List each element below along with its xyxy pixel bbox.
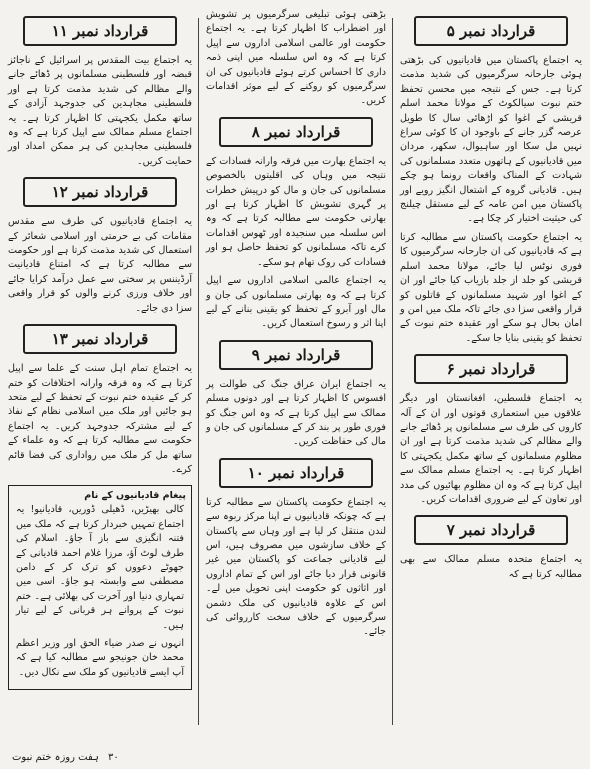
resolution-heading-9: قرارداد نمبر ۹	[219, 340, 373, 370]
resolution-text: یہ اجتماع عالمی اسلامی اداروں سے اپیل کرتا ہے کہ وہ بھارتی مسلمانوں کی جان و مال اور آبرو کے تحفظ کو یقینی بنانے کے لیے اپنا اثر و رسوخ استعمال کریں۔	[206, 275, 386, 330]
column-left	[6, 8, 194, 690]
resolution-text: یہ اجتماع پاکستان میں قادیانیوں کی بڑھتی ہوئی جارحانہ سرگرمیوں کی شدید مذمت کرتا ہے۔ جس کے نتیجہ میں محسن تحفظ ختم نبوت سیالکوٹ کے مولانا محمد اسلم قریشی کے اغوا کو اڑھائی سال کا طویل عرصہ گزر جانے کے باوجود ان کا کوئی سراغ نہیں مل سکا اور ساہیوال، سکھر، مردان میں قادیانیوں کے ہاتھوں متعدد مسلمانوں کی شہادت کے المناک واقعات رونما ہو چکے ہیں۔ قادیانی گروہ کے اشتعال انگیز رویے اور پاکستان میں امن عامہ کے لیے مستقل چیلنج کی حیثیت اختیار کر چکا ہے۔	[400, 55, 582, 225]
resolution-heading-11: قرارداد نمبر ۱۱	[23, 16, 177, 46]
resolution-heading-10: قرارداد نمبر ۱۰	[219, 458, 373, 488]
resolution-heading-7: قرارداد نمبر ۷	[414, 515, 568, 545]
column-middle	[204, 8, 388, 644]
resolution-text: یہ اجتماع فلسطین، افغانستان اور دیگر علاقوں میں استعماری قوتوں اور ان کے آلہ کاروں کی طرف سے مسلمانوں پر ڈھائے جانے والے مظالم کی شدید مذمت کرتا ہے اور ان مظلوم مسلمانوں کے ساتھ مکمل یکجہتی کا اظہار کرتا ہے۔ یہ اجتماع مسلم ممالک سے اپیل کرتا ہے کہ وہ ان مظلوم بھائیوں کی مدد اور تعاون کے لیے ضروری اقدامات کریں۔	[400, 393, 582, 505]
publication-name: ہفت روزہ ختم نبوت	[12, 752, 99, 763]
resolution-text: یہ اجتماع بھارت میں فرقہ وارانہ فسادات کے نتیجہ میں وہاں کی اقلیتوں بالخصوص مسلمانوں کی جان و مال کو درپیش خطرات پر گہری تشویش کا اظہار کرتا ہے اور بھارتی حکومت سے مطالبہ کرتا ہے کہ وہ اس سلسلہ میں سنجیدہ اور ٹھوس اقدامات کرے تاکہ مسلمانوں کو تحفظ حاصل ہو اور فسادات کی روک تھام ہو سکے۔	[206, 155, 386, 268]
message-box	[8, 485, 192, 690]
resolution-text: یہ اجتماع حکومت پاکستان سے مطالبہ کرتا ہے کہ قادیانیوں کی ان جارحانہ سرگرمیوں کا فوری نوٹس لیا جائے، مولانا محمد اسلم قریشی کو جلد از جلد بازیاب کیا جائے اور ان کے اغوا اور شہید مسلمانوں کے قاتلوں کو قرار واقعی سزا دی جائے تاکہ ملک میں امن و امان بحال ہو سکے اور عقیدہ ختم نبوت کے تحفظ کو یقینی بنایا جا سکے۔	[400, 231, 582, 344]
page-number: ۳۰	[108, 752, 119, 763]
resolution-text: یہ اجتماع بیت المقدس پر اسرائیل کے ناجائز قبضہ اور فلسطینی مسلمانوں پر ڈھائے جانے والے مظالم کی شدید مذمت کرتا ہے اور فلسطینی مجاہدین کی جدوجہد آزادی کے ساتھ مکمل یکجہتی کا اظہار کرتا ہے۔ یہ اجتماع مسلم ممالک سے اپیل کرتا ہے کہ وہ فلسطینی مجاہدین کی ہر ممکن امداد اور حمایت کریں۔	[8, 55, 192, 167]
page-footer	[6, 752, 119, 763]
resolution-text: یہ اجتماع ایران عراق جنگ کی طوالت پر افسوس کا اظہار کرتا ہے اور دونوں مسلم ممالک سے اپیل کرتا ہے کہ وہ اس جنگ کو فوری طور پر بند کر کے مسلمانوں کی جان و مال کی حفاظت کریں۔	[206, 378, 386, 448]
column-divider	[198, 18, 199, 725]
resolution-heading-12: قرارداد نمبر ۱۲	[23, 177, 177, 207]
resolution-text: بڑھتی ہوئی تبلیغی سرگرمیوں پر تشویش اور اضطراب کا اظہار کرتا ہے۔ یہ اجتماع حکومت اور عالمی اسلامی اداروں سے اپیل کرتا ہے کہ وہ اس سلسلہ میں اپنی ذمہ داری کا احساس کرتے ہوئے قادیانیوں کی ان سرگرمیوں کو روکنے کے لیے موثر اقدامات کریں۔	[206, 9, 386, 107]
message-text: انہوں نے صدر ضیاء الحق اور وزیر اعظم محمد خان جونیجو سے مطالبہ کیا ہے کہ آپ ایسے قادیانیوں کو ملک سے نکال دیں۔	[16, 638, 184, 678]
resolution-text: یہ اجتماع متحدہ مسلم ممالک سے بھی مطالبہ کرتا ہے کہ	[400, 554, 582, 580]
resolution-heading-13: قرارداد نمبر ۱۳	[23, 324, 177, 354]
message-box-title: پیغام قادیانیوں کے نام	[84, 490, 186, 502]
resolution-heading-8: قرارداد نمبر ۸	[219, 117, 373, 147]
resolution-heading-6: قرارداد نمبر ۶	[414, 354, 568, 384]
message-text: کالی بھیڑیں، ڈھیلی ڈوریں، قادیانیو! یہ اجتماع تمہیں خبردار کرتا ہے کہ ملک میں فتنہ انگیزی سے باز آ جاؤ۔ اسلام کی طرف لوٹ آؤ، مرزا غلام احمد قادیانی کے جھوٹے دعووں کو ترک کر کے دامن مصطفی سے وابستہ ہو جاؤ۔ اسی میں تمہاری دنیا اور آخرت کی بھلائی ہے۔ ختم نبوت کے پروانے ہر قربانی کے لیے تیار ہیں۔	[16, 504, 184, 631]
document-page	[6, 8, 584, 753]
resolution-text: یہ اجتماع قادیانیوں کی طرف سے مقدس مقامات کی بے حرمتی اور اسلامی شعائر کے استعمال کی شدید مذمت کرتا ہے اور حکومت سے مطالبہ کرتا ہے کہ امتناع قادیانیت آرڈیننس پر سختی سے عمل درآمد کرایا جائے اور خلاف ورزی کرنے والوں کو قرار واقعی سزا دی جائے۔	[8, 216, 192, 314]
resolution-text: یہ اجتماع تمام اہل سنت کے علما سے اپیل کرتا ہے کہ وہ فرقہ وارانہ اختلافات کو ختم کر کے عقیدہ ختم نبوت کے تحفظ کے لیے متحد ہو جائیں اور ملک میں اسلامی نظام کے نفاذ کے لیے مشترکہ جدوجہد کریں۔ یہ اجتماع حکومت سے مطالبہ کرتا ہے کہ وہ علماء کے ساتھ مل کر ملک میں رواداری کی فضا قائم کرے۔	[8, 363, 192, 475]
resolution-text: یہ اجتماع حکومت پاکستان سے مطالبہ کرتا ہے کہ چونکہ قادیانیوں نے اپنا مرکز ربوہ سے لندن منتقل کر لیا ہے اور وہاں سے پاکستان کے خلاف سازشوں میں مصروف ہیں، اس لیے قادیانی جماعت کو پاکستان میں غیر قانونی قرار دیا جائے اور اس کے تمام اداروں اور اثاثوں کو حکومت اپنی تحویل میں لے۔ اس کے علاوہ قادیانیوں کی ملک دشمن سرگرمیوں کے خلاف سخت کارروائی کی جائے۔	[206, 496, 386, 638]
column-divider	[392, 18, 393, 725]
column-right	[398, 8, 584, 586]
resolution-heading-5: قرارداد نمبر ۵	[414, 16, 568, 46]
